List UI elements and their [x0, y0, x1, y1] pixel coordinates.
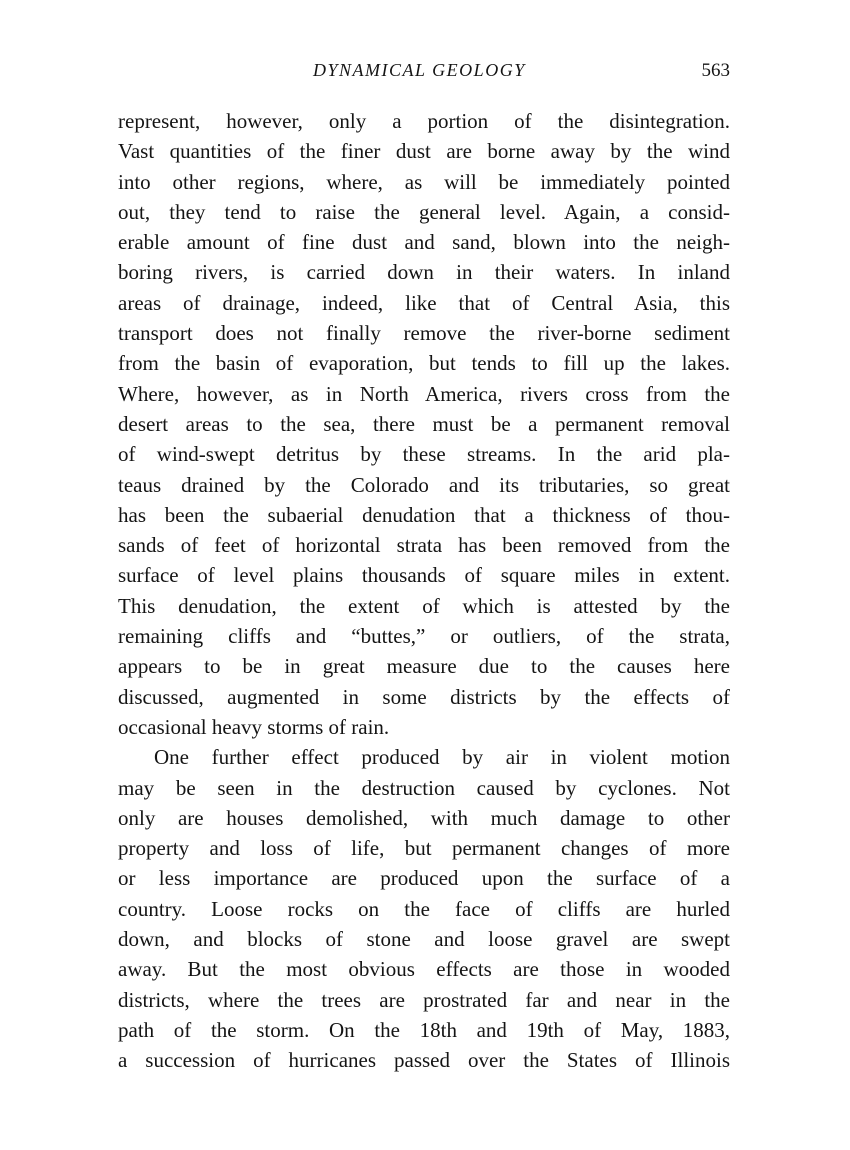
text-line: boring rivers, is carried down in their waters. In inland: [118, 260, 730, 285]
paragraph-start-line: One further effect produced by air in violent motion: [154, 745, 730, 770]
page-number: 563: [701, 60, 730, 81]
text-line: teaus drained by the Colorado and its tributaries, so great: [118, 472, 730, 497]
text-line: This denudation, the extent of which is attested by the: [118, 593, 730, 618]
text-line: surface of level plains thousands of square miles in extent.: [118, 563, 730, 588]
text-line: out, they tend to raise the general level. Again, a consid-: [118, 199, 730, 224]
text-line: districts, where the trees are prostrated far and near in the: [118, 987, 730, 1012]
text-line: Where, however, as in North America, rivers cross from the: [118, 381, 730, 406]
text-line: a succession of hurricanes passed over the States of Illinois: [118, 1048, 730, 1073]
text-line: represent, however, only a portion of the disintegration.: [118, 109, 730, 133]
text-line: down, and blocks of stone and loose gravel are swept: [118, 927, 730, 952]
text-line: country. Loose rocks on the face of cliffs are hurled: [118, 896, 730, 921]
text-line: may be seen in the destruction caused by cyclones. Not: [118, 775, 730, 800]
running-title: DYNAMICAL GEOLOGY: [313, 60, 526, 80]
text-line: away. But the most obvious effects are those in wooded: [118, 957, 730, 982]
text-line: property and loss of life, but permanent changes of more: [118, 836, 730, 861]
text-line: only are houses demolished, with much damage to other: [118, 805, 730, 830]
text-line: appears to be in great measure due to the causes here: [118, 654, 730, 679]
text-line: transport does not finally remove the river-borne sediment: [118, 321, 730, 346]
text-line: areas of drainage, indeed, like that of Central Asia, this: [118, 290, 730, 315]
paragraph-end-line: occasional heavy storms of rain.: [118, 714, 390, 739]
text-line: path of the storm. On the 18th and 19th of May, 1883,: [118, 1017, 730, 1042]
text-line: Vast quantities of the finer dust are borne away by the wind: [118, 139, 730, 164]
text-line: erable amount of fine dust and sand, blown into the neigh-: [118, 230, 730, 255]
text-line: from the basin of evaporation, but tends to fill up the lakes.: [118, 351, 730, 376]
text-line: sands of feet of horizontal strata has been removed from the: [118, 533, 730, 558]
text-line: remaining cliffs and “buttes,” or outliers, of the strata,: [118, 624, 730, 649]
text-line: of wind-swept detritus by these streams. In the arid pla-: [118, 442, 730, 467]
text-line: desert areas to the sea, there must be a permanent removal: [118, 411, 730, 436]
text-line: or less importance are produced upon the surface of a: [118, 866, 730, 891]
page-header: [118, 60, 738, 90]
text-line: has been the subaerial denudation that a thickness of thou-: [118, 502, 730, 527]
text-line: into other regions, where, as will be immediately pointed: [118, 169, 730, 194]
body-text: [118, 106, 730, 1076]
text-line: discussed, augmented in some districts by the effects of: [118, 684, 730, 709]
